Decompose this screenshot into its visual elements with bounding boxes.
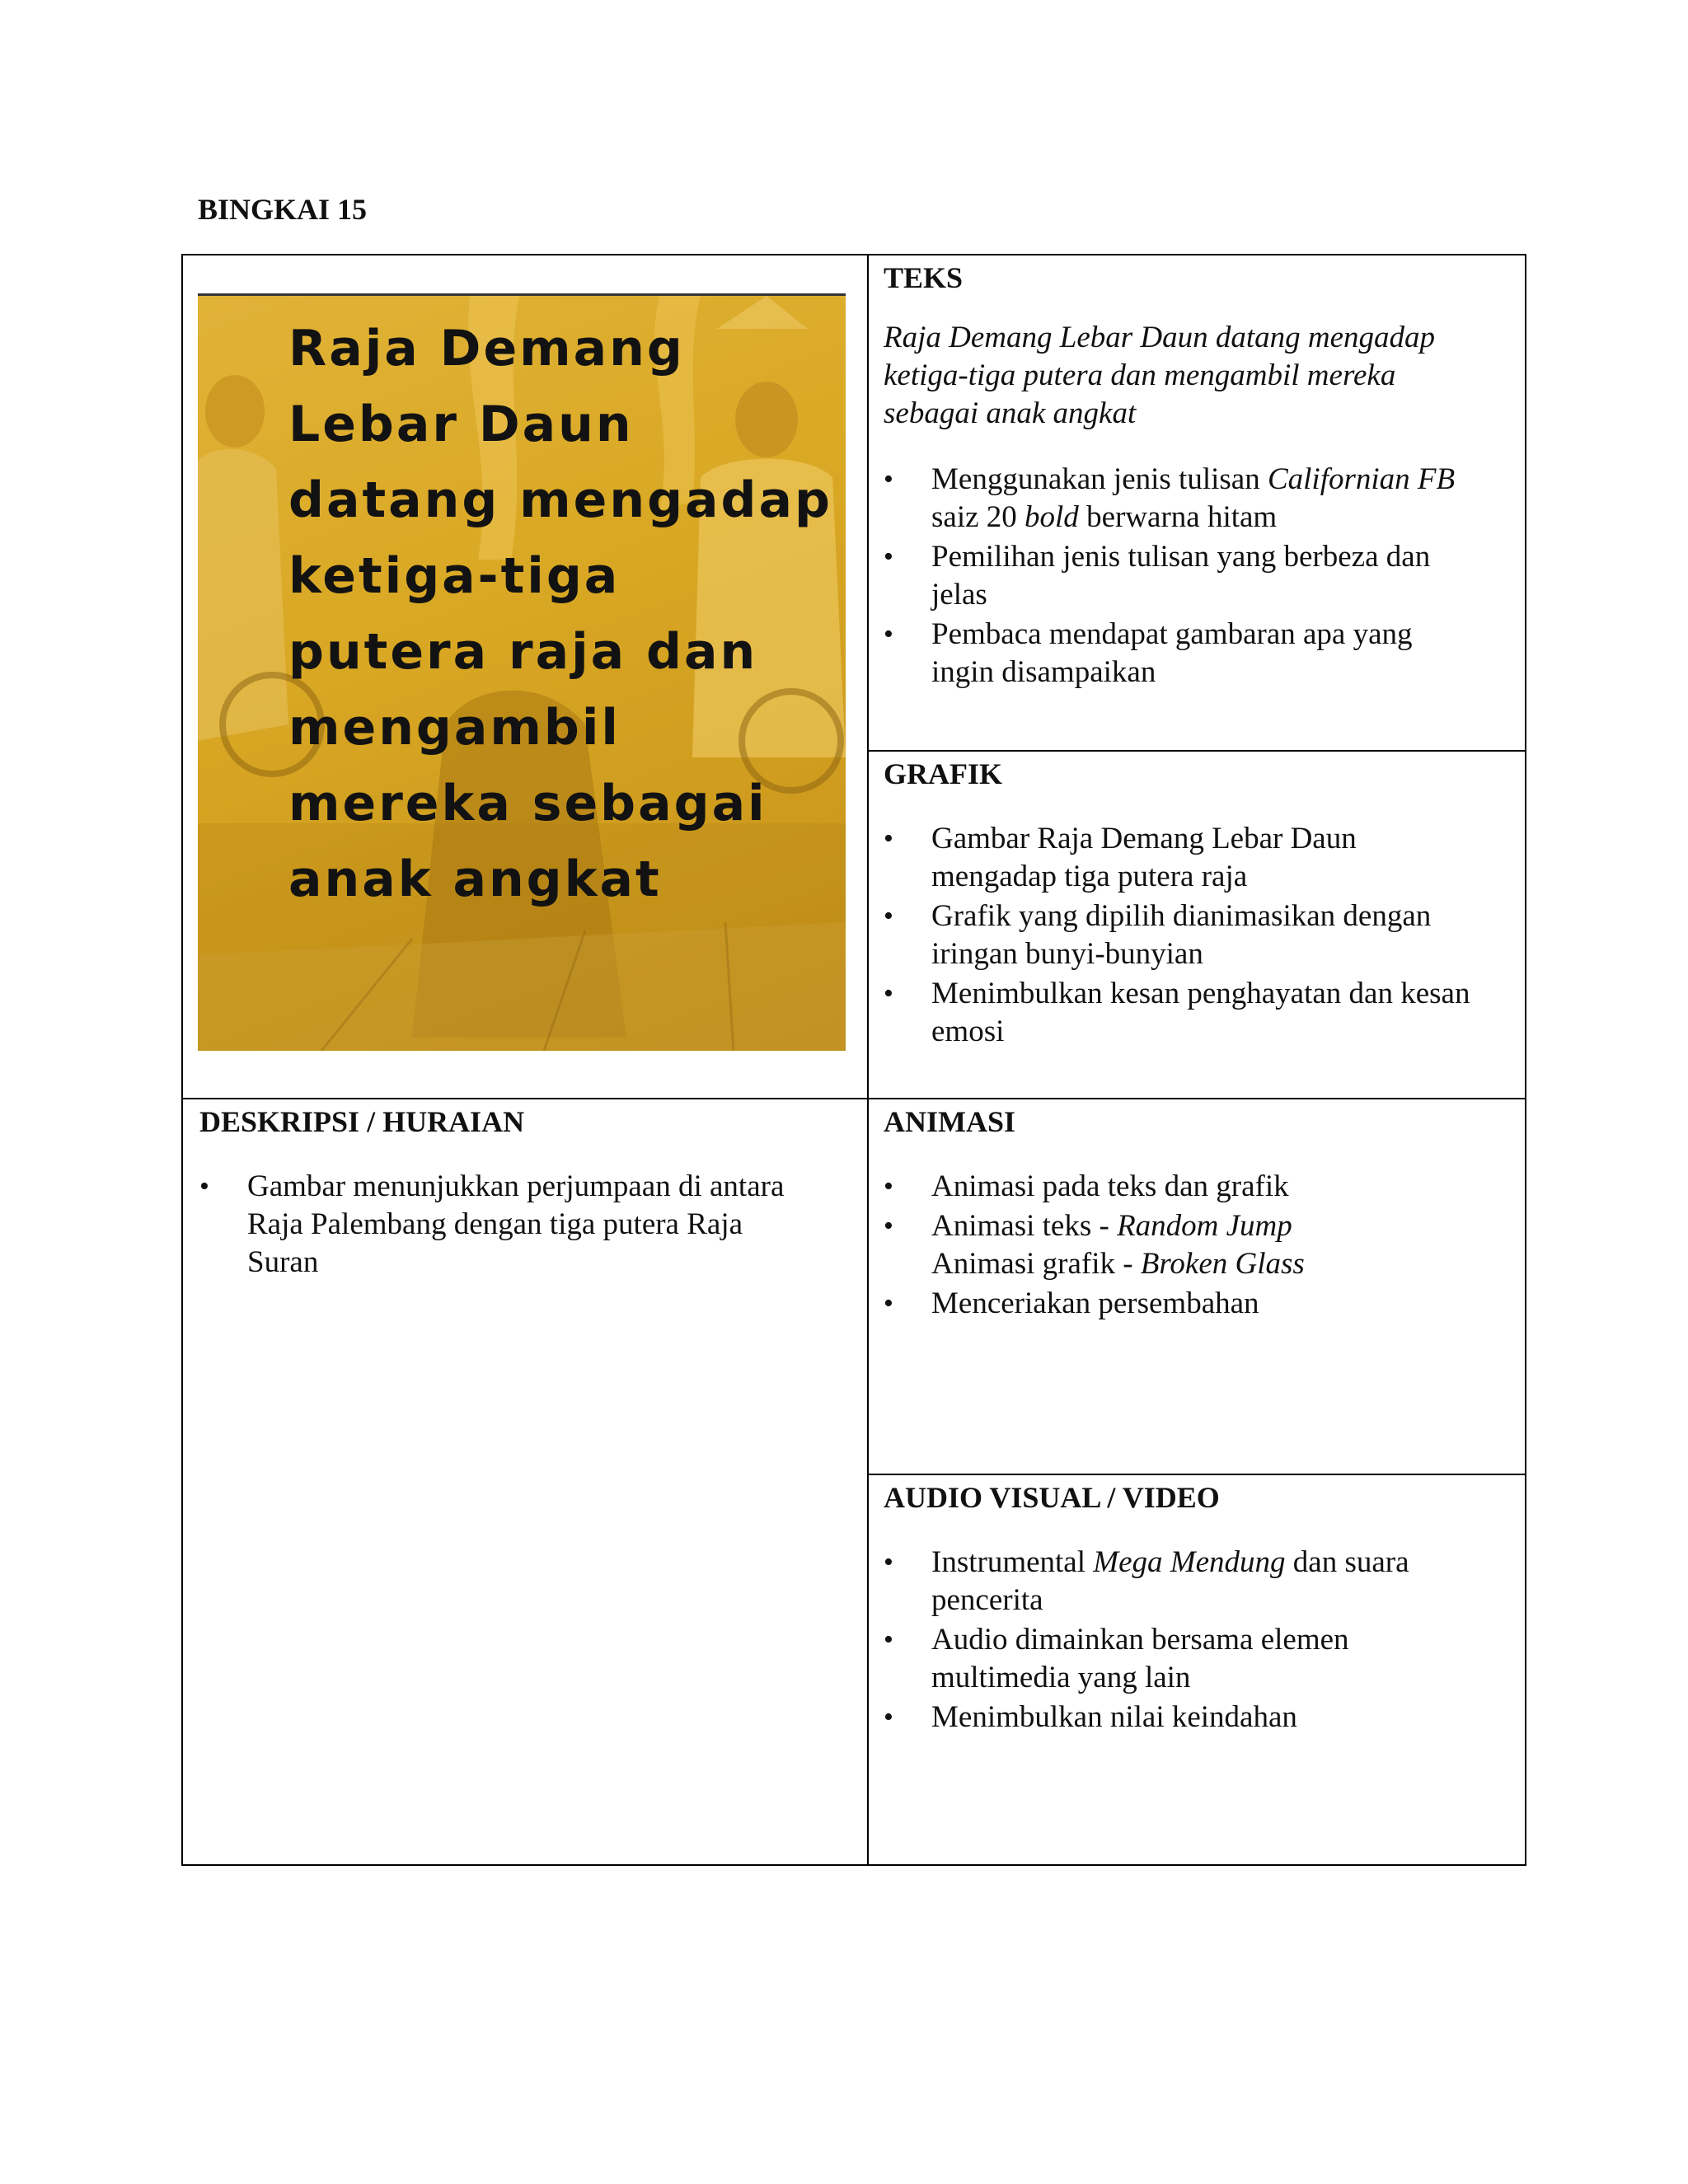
caption-line: anak angkat	[288, 851, 662, 908]
deskripsi-bullet-1	[199, 1168, 859, 1282]
page-title: BINGKAI 15	[198, 193, 368, 226]
grafik-bullet-list	[884, 820, 1518, 1051]
teks-italic-line-2: ketiga-tiga putera dan mengambil mereka	[884, 359, 1396, 393]
caption-line: Lebar Daun	[288, 396, 634, 453]
audio-bullet-1	[884, 1544, 1518, 1619]
bullet-text: Audio dimainkan bersama elemen	[931, 1623, 1349, 1657]
bullet-text: berwarna hitam	[1078, 500, 1278, 535]
deskripsi-bullet-list	[199, 1168, 859, 1282]
audio-heading: AUDIO VISUAL / VIDEO	[884, 1481, 1220, 1514]
animasi-bullet-list	[884, 1168, 1518, 1323]
caption-line: mengambil	[288, 699, 621, 757]
bullet-text: Instrumental	[931, 1545, 1094, 1580]
deskripsi-cell	[199, 1099, 859, 1858]
audio-bullet-list	[884, 1544, 1518, 1736]
frame-illustration	[198, 293, 846, 1051]
caption-line: ketiga-tiga	[288, 547, 621, 605]
animasi-bullet-1	[884, 1168, 1518, 1206]
bullet-text: saiz 20	[931, 500, 1025, 535]
bullet-text: Raja Palembang dengan tiga putera Raja	[247, 1207, 743, 1242]
teks-bullet-reader	[884, 616, 1518, 691]
bullet-text: Gambar menunjukkan perjumpaan di antara	[247, 1169, 785, 1204]
caption-line: Raja Demang	[288, 320, 685, 377]
teks-heading: TEKS	[884, 261, 964, 294]
bullet-text: Menimbulkan kesan penghayatan dan kesan	[931, 977, 1470, 1011]
animasi-bullet-3	[884, 1285, 1518, 1323]
grafik-bullet-3	[884, 975, 1518, 1051]
bullet-text: Animasi grafik -	[931, 1247, 1141, 1282]
bullet-text-italic: bold	[1025, 500, 1079, 535]
teks-italic-description	[884, 319, 1518, 433]
animasi-bullet-2	[884, 1207, 1518, 1283]
bullet-text: ingin disampaikan	[931, 655, 1156, 690]
bullet-text: multimedia yang lain	[931, 1661, 1191, 1695]
teks-italic-line-3: sebagai anak angkat	[884, 396, 1137, 431]
bullet-text: Menimbulkan nilai keindahan	[931, 1700, 1297, 1735]
bullet-text-italic: Mega Mendung	[1093, 1545, 1286, 1580]
bullet-text: jelas	[931, 578, 987, 612]
teks-bullet-list	[884, 461, 1518, 691]
grafik-bullet-1	[884, 820, 1518, 896]
caption-line: putera raja dan	[288, 623, 758, 681]
bullet-text: pencerita	[931, 1583, 1043, 1618]
animasi-cell	[884, 1099, 1518, 1474]
bullet-text: dan suara	[1285, 1545, 1409, 1580]
bullet-text: Gambar Raja Demang Lebar Daun	[931, 822, 1357, 856]
bullet-text: Menceriakan persembahan	[931, 1286, 1259, 1321]
caption-line: datang mengadap	[288, 471, 832, 529]
grafik-heading: GRAFIK	[884, 757, 1002, 790]
bullet-text: Pemilihan jenis tulisan yang berbeza dan	[931, 540, 1431, 574]
audio-cell	[884, 1475, 1518, 1863]
teks-bullet-font	[884, 461, 1518, 537]
deskripsi-heading: DESKRIPSI / HURAIAN	[199, 1105, 525, 1138]
bullet-text: Animasi teks -	[931, 1209, 1118, 1244]
bullet-text: Grafik yang dipilih dianimasikan dengan	[931, 899, 1432, 934]
caption-line: mereka sebagai	[288, 775, 767, 832]
column-divider	[867, 255, 869, 1864]
bullet-text: Menggunakan jenis tulisan	[931, 462, 1268, 497]
grafik-cell	[884, 752, 1518, 1098]
bullet-text: Suran	[247, 1245, 319, 1280]
bullet-text: emosi	[931, 1015, 1005, 1049]
audio-bullet-2	[884, 1621, 1518, 1697]
teks-bullet-choice	[884, 538, 1518, 614]
teks-italic-line-1: Raja Demang Lebar Daun datang mengadap	[884, 321, 1436, 355]
illustration-caption	[288, 311, 832, 917]
bullet-text: Pembaca mendapat gambaran apa yang	[931, 617, 1413, 652]
bullet-text-italic: Broken Glass	[1140, 1247, 1305, 1282]
bullet-text: iringan bunyi-bunyian	[931, 937, 1203, 972]
teks-cell	[884, 255, 1518, 750]
bullet-text-italic: Californian FB	[1267, 462, 1456, 497]
bullet-text-italic: Random Jump	[1117, 1209, 1292, 1244]
audio-bullet-3	[884, 1699, 1518, 1736]
bullet-text: Animasi pada teks dan grafik	[931, 1169, 1289, 1204]
bullet-text: mengadap tiga putera raja	[931, 860, 1248, 894]
grafik-bullet-2	[884, 898, 1518, 973]
animasi-heading: ANIMASI	[884, 1105, 1016, 1138]
